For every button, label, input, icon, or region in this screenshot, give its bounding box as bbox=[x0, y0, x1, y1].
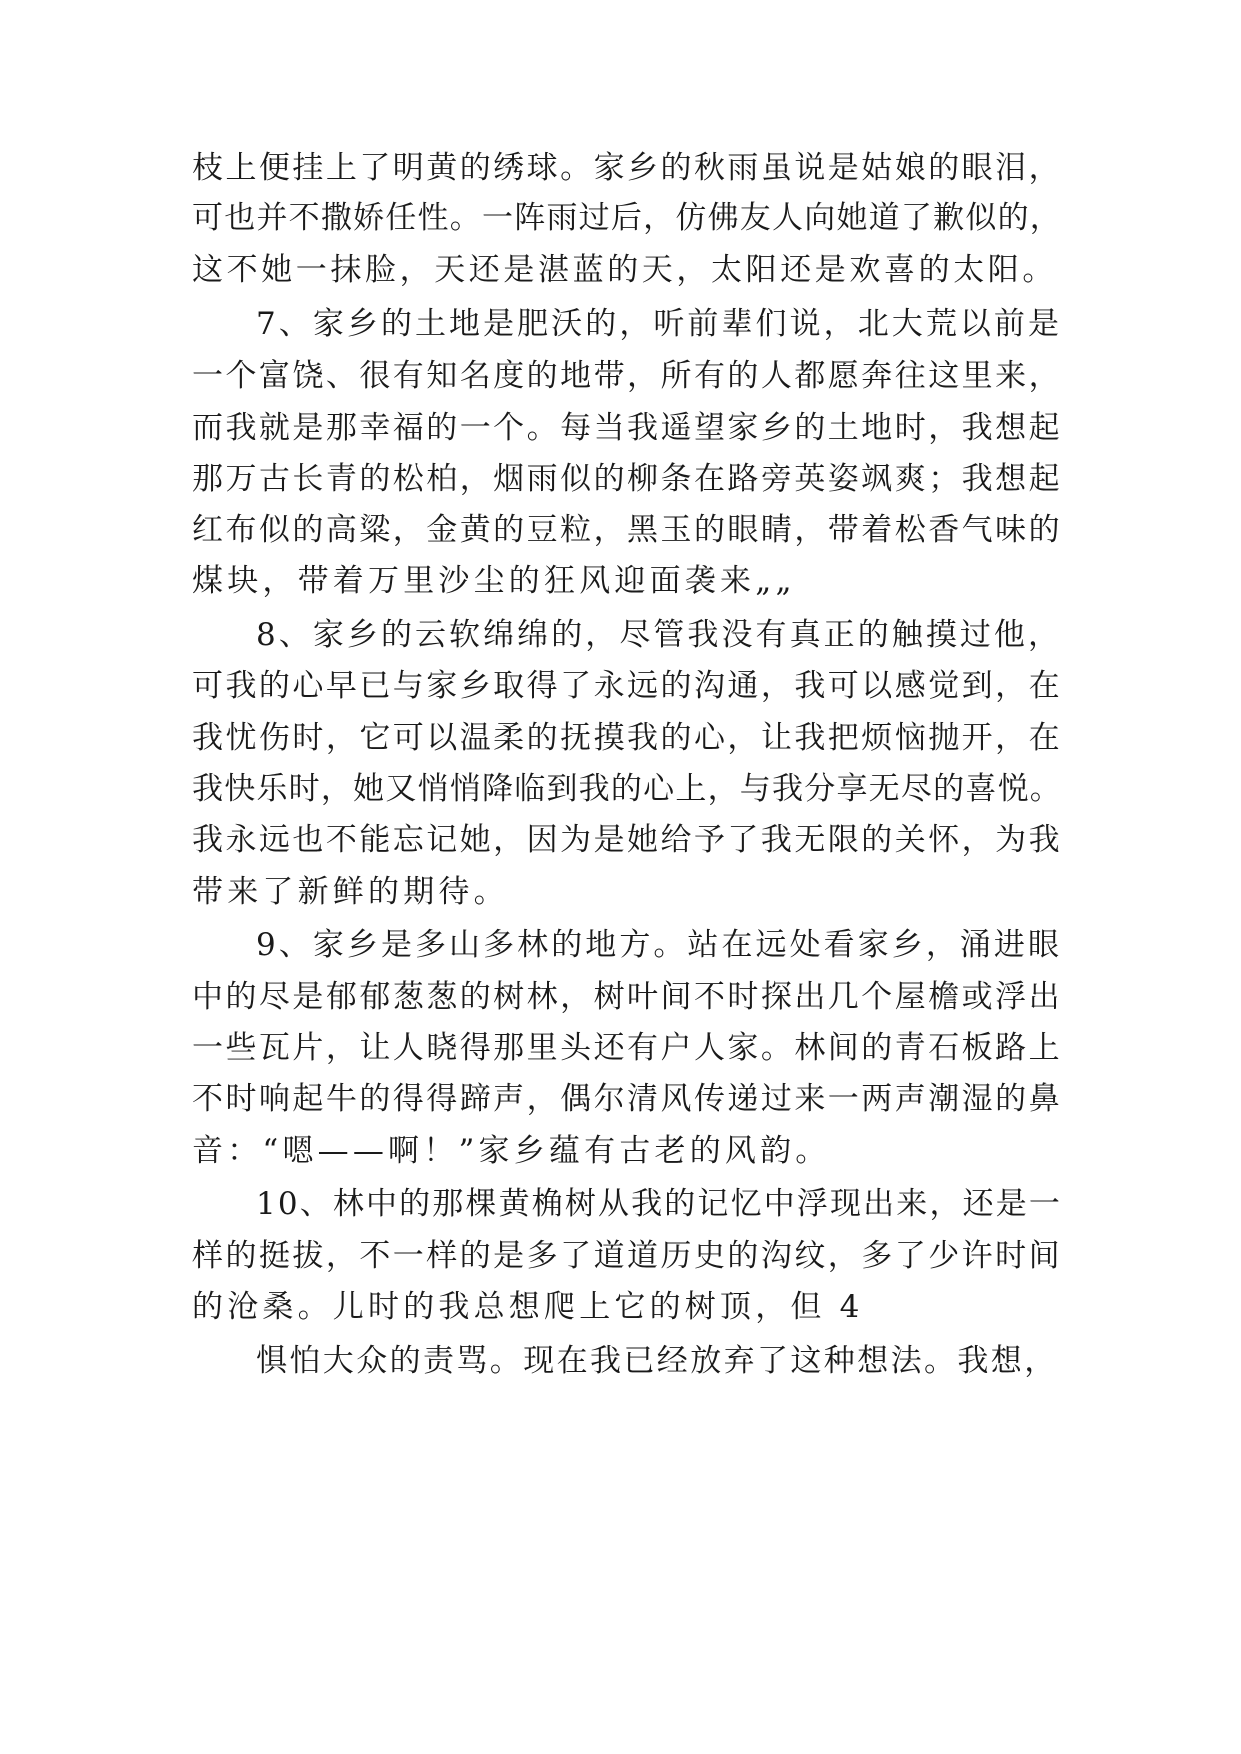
text-line: 不时响起牛的得得蹄声，偶尔清风传递过来一两声潮湿的鼻 bbox=[192, 1081, 1062, 1117]
text-line: 煤块，带着万里沙尘的狂风迎面袭来„„ bbox=[192, 563, 796, 599]
text-line: 枝上便挂上了明黄的绣球。家乡的秋雨虽说是姑娘的眼泪， bbox=[192, 150, 1062, 186]
text-line: 的沧桑。儿时的我总想爬上它的树顶，但 4 bbox=[192, 1289, 864, 1325]
paragraph-start-line: 8、家乡的云软绵绵的，尽管我没有真正的触摸过他， bbox=[256, 617, 1062, 653]
paragraph-start-line: 9、家乡是多山多林的地方。站在远处看家乡，涌进眼 bbox=[256, 927, 1062, 963]
text-line: 可也并不撒娇任性。一阵雨过后，仿佛友人向她道了歉似的， bbox=[192, 200, 1062, 236]
text-line: 这不她一抹脸，天还是湛蓝的天，太阳还是欢喜的太阳。 bbox=[192, 252, 1057, 288]
text-line: 我快乐时，她又悄悄降临到我的心上，与我分享无尽的喜悦。 bbox=[192, 771, 1062, 807]
text-line: 可我的心早已与家乡取得了永远的沟通，我可以感觉到，在 bbox=[192, 668, 1062, 704]
paragraph-start-line: 10、林中的那棵黄桷树从我的记忆中浮现出来，还是一 bbox=[256, 1186, 1062, 1222]
text-line: 一个富饶、很有知名度的地带，所有的人都愿奔往这里来， bbox=[192, 358, 1062, 394]
text-line: 惧怕大众的责骂。现在我已经放弃了这种想法。我想， bbox=[256, 1343, 1058, 1379]
text-line: 样的挺拔，不一样的是多了道道历史的沟纹，多了少许时间 bbox=[192, 1238, 1062, 1274]
text-line: 我永远也不能忘记她，因为是她给予了我无限的关怀，为我 bbox=[192, 822, 1062, 858]
text-line: 红布似的高粱，金黄的豆粒，黑玉的眼睛，带着松香气味的 bbox=[192, 512, 1062, 548]
text-line: 带来了新鲜的期待。 bbox=[192, 874, 509, 910]
text-line: 而我就是那幸福的一个。每当我遥望家乡的土地时，我想起 bbox=[192, 410, 1062, 446]
text-line: 音：“嗯——啊！”家乡蕴有古老的风韵。 bbox=[192, 1133, 831, 1169]
paragraph-start-line: 7、家乡的土地是肥沃的，听前辈们说，北大荒以前是 bbox=[256, 306, 1062, 342]
text-line: 我忧伤时，它可以温柔的抚摸我的心，让我把烦恼抛开，在 bbox=[192, 720, 1062, 756]
text-line: 一些瓦片，让人晓得那里头还有户人家。林间的青石板路上 bbox=[192, 1030, 1062, 1066]
text-line: 那万古长青的松柏，烟雨似的柳条在路旁英姿飒爽；我想起 bbox=[192, 461, 1062, 497]
text-line: 中的尽是郁郁葱葱的树林，树叶间不时探出几个屋檐或浮出 bbox=[192, 979, 1062, 1015]
